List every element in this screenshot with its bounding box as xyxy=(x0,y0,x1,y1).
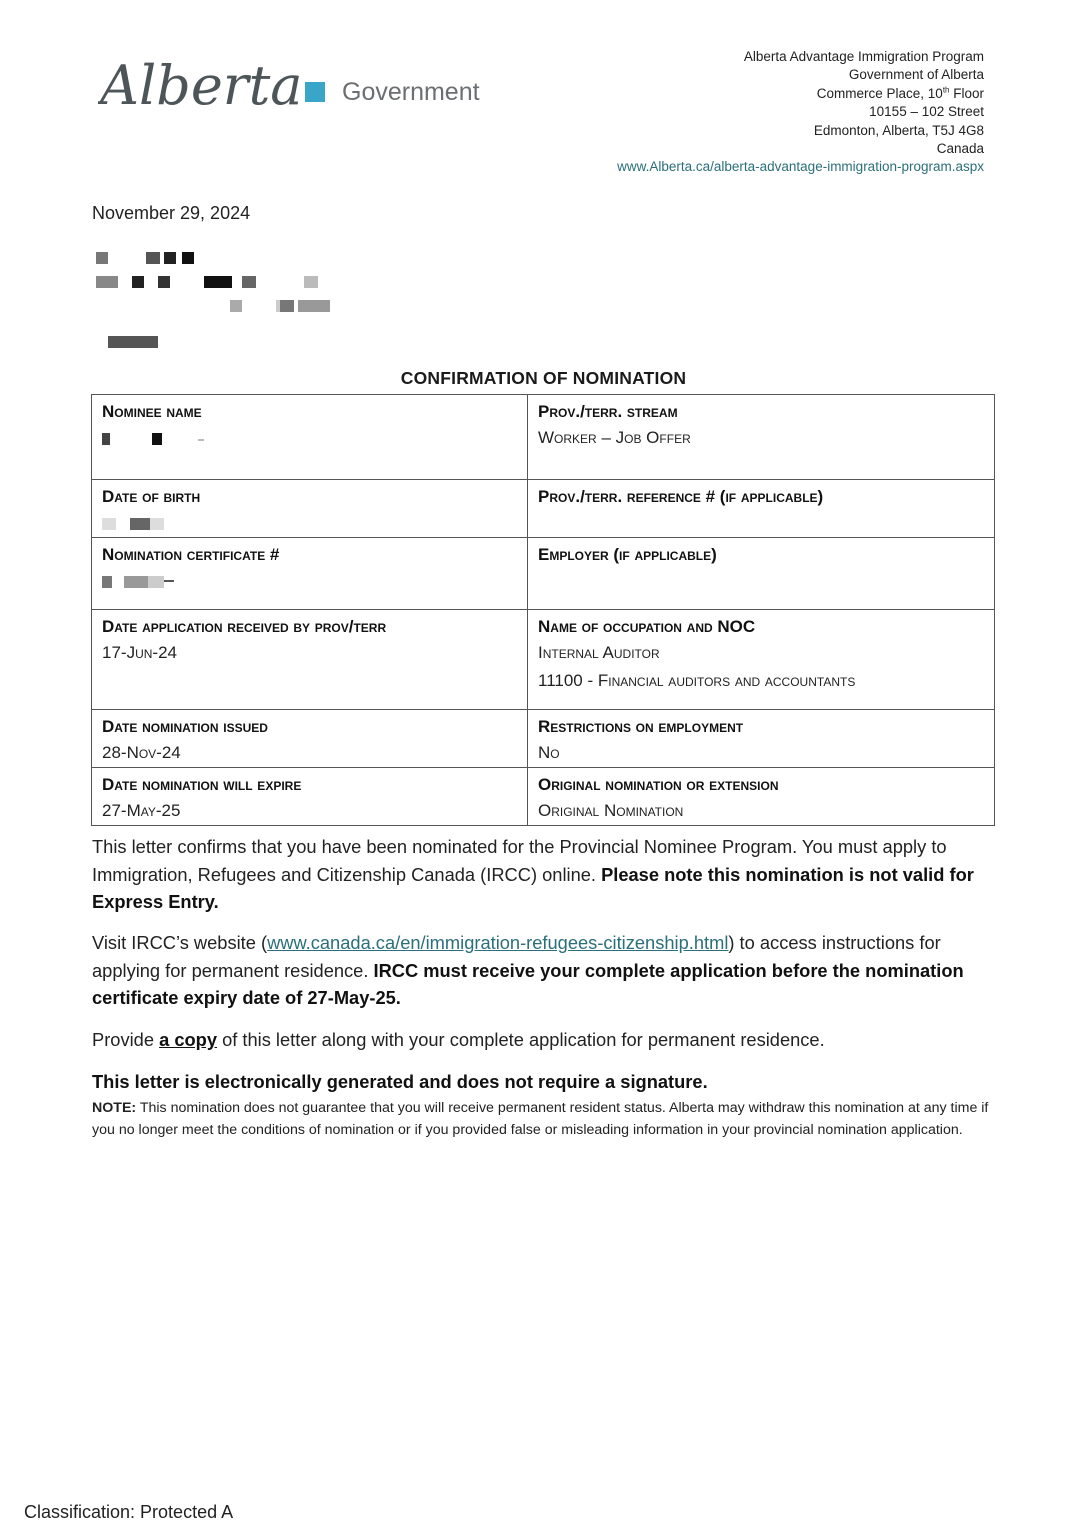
received-value: 17-Jun-24 xyxy=(102,643,177,662)
stream-value: Worker – Job Offer xyxy=(538,428,691,447)
dob-cell xyxy=(92,480,528,538)
address-line: 10155 – 102 Street xyxy=(869,104,984,120)
employer-label: Employer (if applicable) xyxy=(538,545,717,564)
address-line: Canada xyxy=(936,141,984,157)
reference-label: Prov./terr. reference # (if applicable) xyxy=(538,487,824,506)
address-line: Government of Alberta xyxy=(848,67,984,83)
stream-label: Prov./terr. stream xyxy=(538,402,678,421)
table-row xyxy=(92,395,995,480)
occupation-cell xyxy=(528,610,995,710)
nominee-name-cell xyxy=(92,395,528,480)
nomination-table xyxy=(91,394,995,826)
reference-cell xyxy=(528,480,995,538)
document-title: CONFIRMATION OF NOMINATION xyxy=(400,368,687,388)
type-value: Original Nomination xyxy=(538,801,684,820)
ircc-website-link[interactable]: www.canada.ca/en/immigration-refugees-citizenship.html xyxy=(267,932,729,953)
expire-cell xyxy=(92,768,528,826)
table-row xyxy=(92,768,995,826)
paragraph-instructions: Visit IRCC’s website (www.canada.ca/en/immigration-refugees-citizenship.html) to access instructions for applying for permanent residence. IRCC must receive your complete application before the nomination certificate expiry date of 27-May-25. xyxy=(92,932,964,1008)
occupation-value: Internal Auditor xyxy=(538,643,660,662)
nominee-name-redacted xyxy=(102,424,517,452)
received-label: Date application received by prov/terr xyxy=(102,617,387,636)
restrictions-label: Restrictions on employment xyxy=(538,717,744,736)
logo-government-text: Government xyxy=(342,78,480,106)
certificate-label: Nomination certificate # xyxy=(102,545,280,564)
issued-label: Date nomination issued xyxy=(102,717,268,736)
type-label: Original nomination or extension xyxy=(538,775,779,794)
noc-value: 11100 - Financial auditors and accountants xyxy=(538,671,856,690)
type-cell xyxy=(528,768,995,826)
employer-cell xyxy=(528,538,995,610)
occupation-label: Name of occupation and NOC xyxy=(538,617,756,636)
note-paragraph: NOTE: This nomination does not guarantee that you will receive permanent resident status. Alberta may withdraw this nomination at any time if you no longer meet the conditions of nomination or if you provided false or misleading information in your provincial nomination application. xyxy=(92,1100,989,1138)
dob-label: Date of birth xyxy=(102,487,201,506)
table-row xyxy=(92,710,995,768)
alberta-logo xyxy=(98,40,498,120)
address-line: Edmonton, Alberta, T5J 4G8 xyxy=(813,122,984,138)
paragraph-electronic: This letter is electronically generated and does not require a signature. xyxy=(92,1071,708,1092)
logo-wordmark: Alberta xyxy=(100,54,303,117)
restrictions-cell xyxy=(528,710,995,768)
table-row xyxy=(92,538,995,610)
table-row xyxy=(92,480,995,538)
table-row xyxy=(92,610,995,710)
redacted-recipient-address xyxy=(92,248,352,358)
expire-label: Date nomination will expire xyxy=(102,775,302,794)
logo-square-icon xyxy=(305,82,325,102)
received-cell xyxy=(92,610,528,710)
stream-cell xyxy=(528,395,995,480)
issued-value: 28-Nov-24 xyxy=(102,743,181,762)
restrictions-value: No xyxy=(538,743,560,762)
nominee-name-label: Nominee name xyxy=(102,402,202,421)
address-line: Alberta Advantage Immigration Program xyxy=(743,49,984,64)
classification-label: Classification: Protected A xyxy=(24,1502,234,1522)
website-link[interactable]: www.Alberta.ca/alberta-advantage-immigration-program.aspx xyxy=(617,159,984,175)
sender-address xyxy=(617,48,984,177)
paragraph-confirmation: This letter confirms that you have been nominated for the Provincial Nominee Program. You must apply to Immigration, Refugees and Citizenship Canada (IRCC) online. Please note this nomination is not valid for Express Entry. xyxy=(92,836,974,912)
certificate-redacted xyxy=(102,567,517,595)
issued-cell xyxy=(92,710,528,768)
address-line: Commerce Place, 10th Floor xyxy=(816,85,984,101)
certificate-cell xyxy=(92,538,528,610)
expire-value: 27-May-25 xyxy=(102,801,181,820)
paragraph-copy: Provide a copy of this letter along with your complete application for permanent residence. xyxy=(92,1029,825,1050)
dob-redacted xyxy=(102,509,517,537)
letter-date: November 29, 2024 xyxy=(92,203,251,223)
